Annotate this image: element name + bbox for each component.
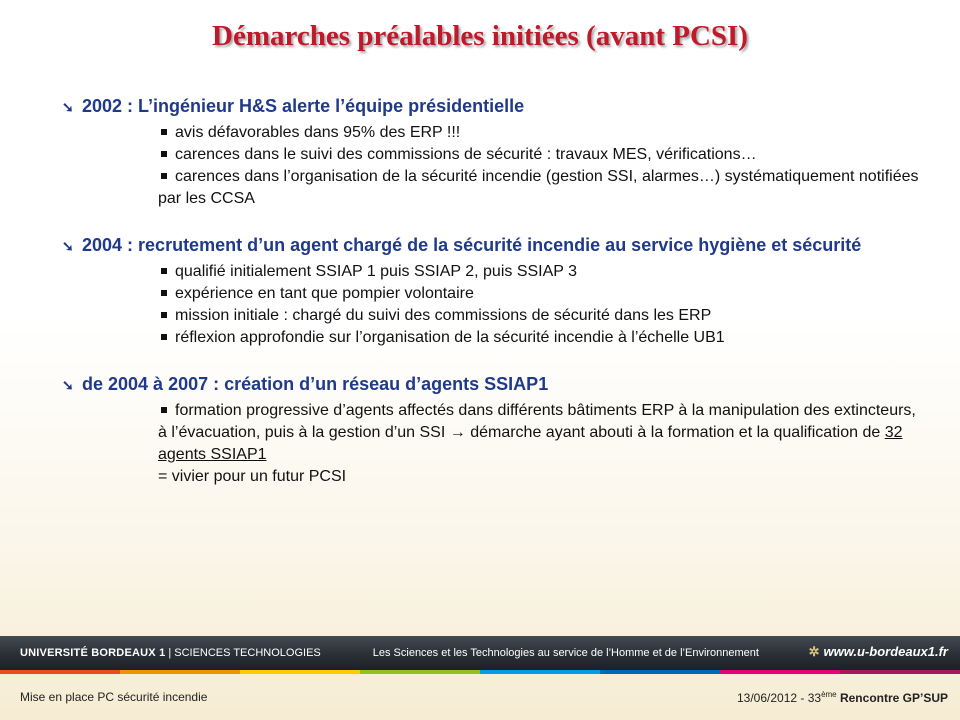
right-arrow-icon: →	[449, 424, 466, 441]
square-bullet-icon	[161, 290, 167, 296]
stripe-segment	[360, 670, 480, 674]
square-bullet-icon	[161, 173, 167, 179]
slide-content	[62, 95, 922, 512]
square-bullet-icon	[161, 129, 167, 135]
bullet-list	[158, 261, 922, 349]
stripe-segment	[120, 670, 240, 674]
arrow-down-right-icon: ➘	[62, 238, 74, 254]
arrow-down-right-icon: ➘	[62, 99, 74, 115]
banner-separator: |	[168, 647, 172, 659]
list-item: expérience en tant que pompier volontaire	[158, 283, 922, 305]
list-item: mission initiale : chargé du suivi des commissions de sécurité dans les ERP	[158, 305, 922, 327]
section-heading: ➘ 2002 : L’ingénieur H&S alerte l’équipe présidentielle	[62, 95, 922, 119]
bullet-list	[158, 122, 922, 210]
list-item: avis défavorables dans 95% des ERP !!!	[158, 122, 922, 144]
underlined-count: 32 agents SSIAP1	[158, 424, 903, 463]
color-stripe	[0, 670, 960, 674]
footer-date-event: 13/06/2012 - 33ème Rencontre GP’SUP	[736, 690, 948, 705]
asterisk-logo-icon: ✲	[808, 644, 820, 659]
section-heading: ➘ 2004 : recrutement d’un agent chargé de la sécurité incendie au service hygiène et sécurité	[62, 234, 922, 258]
stripe-segment	[0, 670, 120, 674]
square-bullet-icon	[161, 334, 167, 340]
university-banner	[0, 636, 960, 670]
stripe-segment	[720, 670, 840, 674]
list-item: carences dans l’organisation de la sécurité incendie (gestion SSI, alarmes…) systématiquement notifiées par les CCSA	[158, 168, 919, 207]
section-2004-2007	[62, 373, 922, 488]
stripe-segment	[600, 670, 720, 674]
square-bullet-icon	[161, 407, 167, 413]
arrow-down-right-icon: ➘	[62, 377, 74, 393]
footer-title: Mise en place PC sécurité incendie	[20, 690, 208, 704]
square-bullet-icon	[161, 151, 167, 157]
stripe-segment	[240, 670, 360, 674]
section-heading: ➘ de 2004 à 2007 : création d’un réseau d’agents SSIAP1	[62, 373, 922, 397]
banner-slogan: Les Sciences et les Technologies au service de l’Homme et de l’Environnement	[372, 647, 759, 659]
square-bullet-icon	[161, 312, 167, 318]
section-2002	[62, 95, 922, 210]
university-name: UNIVERSITÉ BORDEAUX 1	[20, 647, 166, 659]
bullet-list	[158, 400, 922, 488]
section-2004	[62, 234, 922, 349]
website-link[interactable]: ✲ www.u-bordeaux1.fr	[808, 644, 948, 659]
list-item: formation progressive d’agents affectés dans différents bâtiments ERP à la manipulation des extincteurs, à l’évacuation, puis à la gestion d’un SSI → démarche ayant abouti à la formation et la qualification de 32 agents SSIAP1 = vivier pour un futur PCSI	[158, 402, 916, 485]
list-item: qualifié initialement SSIAP 1 puis SSIAP 2, puis SSIAP 3	[158, 261, 922, 283]
stripe-segment	[840, 670, 960, 674]
list-item: réflexion approfondie sur l’organisation de la sécurité incendie à l’échelle UB1	[158, 327, 922, 349]
stripe-segment	[480, 670, 600, 674]
list-item: carences dans le suivi des commissions de sécurité : travaux MES, vérifications…	[158, 144, 922, 166]
square-bullet-icon	[161, 268, 167, 274]
faculty-name: SCIENCES TECHNOLOGIES	[174, 647, 321, 659]
slide-title: Démarches préalables initiées (avant PCSI)	[212, 20, 748, 52]
